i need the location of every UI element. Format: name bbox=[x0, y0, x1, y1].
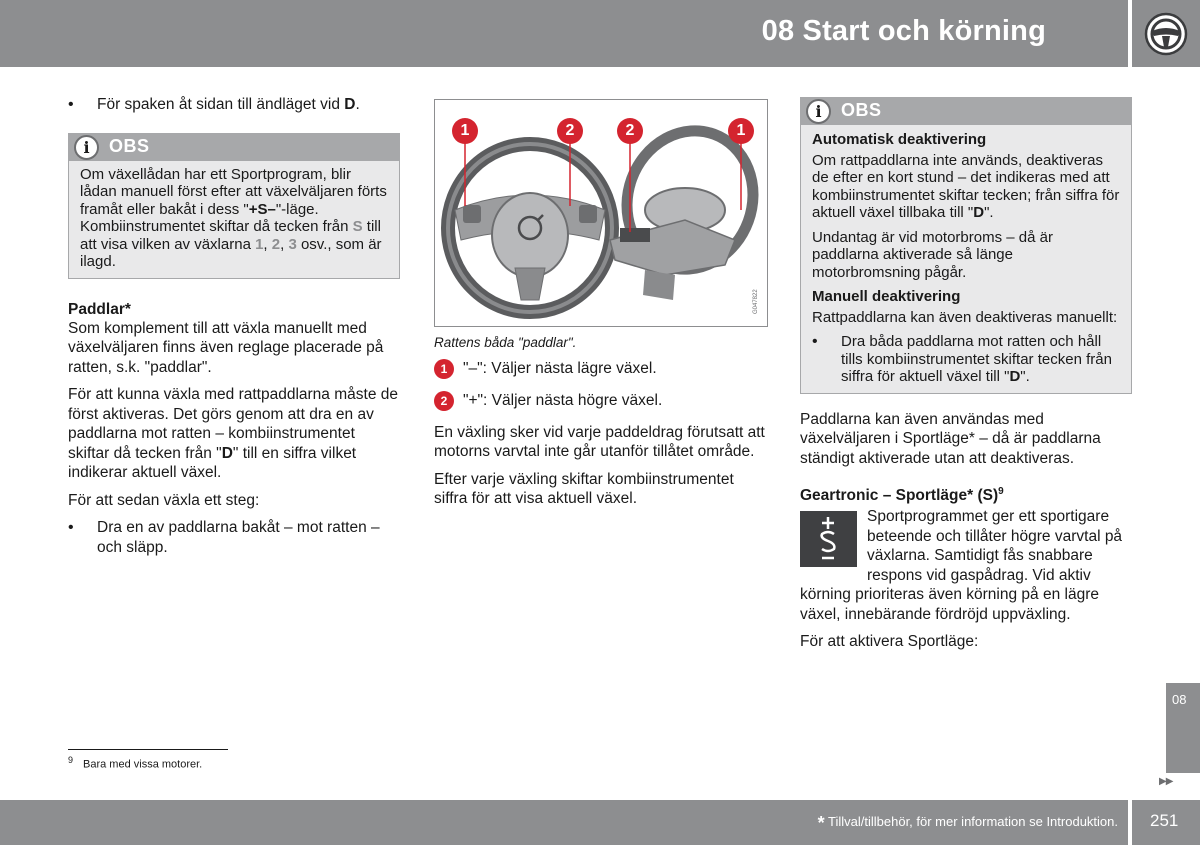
obs-label: OBS bbox=[841, 100, 882, 120]
number-badge: 2 bbox=[434, 391, 454, 411]
paragraph: För att kunna växla med rattpaddlarna måste de först aktiveras. Det görs genom att dra en av paddlarna mot ratten – kombiinstrumentet skiftar då tecken från "D" till en siffra vilket indikerar aktuell växel. bbox=[68, 386, 398, 481]
info-icon: i bbox=[806, 99, 831, 124]
next-page-arrows-icon[interactable]: ▶▶ bbox=[1159, 776, 1173, 787]
steering-wheel-figure bbox=[434, 99, 768, 327]
paragraph: Efter varje växling skiftar kombiinstrumentet siffra för att visa aktuell växel. bbox=[434, 470, 734, 507]
steering-wheel-icon bbox=[1144, 12, 1188, 56]
sport-mode-icon bbox=[800, 511, 857, 567]
paddlar-heading: Paddlar* bbox=[68, 300, 131, 318]
obs-text: Om växellådan har ett Sportprogram, blir lådan manuell först efter att växelväljaren förts framåt eller bakåt i dess "+S–"-läge. Kombiinstrumentet skiftar då tecken från S till att visa vilken av växlarna 1, 2, 3 osv., som är ilagd. bbox=[80, 165, 387, 270]
paragraph: Paddlarna kan även användas med växelväljaren i Sportläge* – då är paddlarna ständigt aktiverade utan att deaktiveras. bbox=[800, 410, 1101, 467]
header-icon-box bbox=[1132, 0, 1200, 67]
obs-label: OBS bbox=[109, 135, 150, 156]
footnote: $^9$ Bara med vissa motorer. bbox=[68, 755, 203, 771]
footnote-rule bbox=[68, 749, 228, 750]
obs-note-box bbox=[800, 97, 1132, 394]
obs-text: Om rattpaddlarna inte används, deaktiveras de efter en kort stund – det indikeras med att kombiinstrumentet skiftar tecken; från siffra för aktuell växel tillbaka till "D". bbox=[812, 151, 1120, 221]
obs-body bbox=[69, 161, 399, 278]
obs-text: Undantag är vid motorbroms – då är paddlarna aktiverade så länge motorbromsning pågår. bbox=[812, 228, 1053, 281]
callout-1: 1 bbox=[452, 118, 478, 144]
header-bar bbox=[0, 0, 1128, 67]
numbered-item: 1 "–": Väljer nästa lägre växel. bbox=[434, 359, 768, 379]
obs-subheading: Automatisk deaktivering bbox=[812, 131, 987, 148]
page-number: 251 bbox=[1150, 811, 1179, 830]
obs-subheading: Manuell deaktivering bbox=[812, 288, 961, 305]
paragraph: En växling sker vid varje paddeldrag förutsatt att motorns varvtal inte går utanför tillåtet område. bbox=[434, 423, 765, 460]
paragraph: För att sedan växla ett steg: bbox=[68, 491, 260, 509]
footer-note: * Tillval/tillbehör, för mer information se Introduktion. bbox=[817, 813, 1118, 833]
paragraph: För att aktivera Sportläge: bbox=[800, 633, 979, 651]
callout-1: 1 bbox=[728, 118, 754, 144]
callout-2: 2 bbox=[617, 118, 643, 144]
chapter-side-tab[interactable]: 08 bbox=[1166, 683, 1200, 773]
bullet-item: • Dra en av paddlarna bakåt – mot ratten – och släpp. bbox=[68, 518, 400, 557]
column-middle bbox=[434, 333, 768, 517]
page-number-box bbox=[1132, 800, 1200, 845]
footer-bar bbox=[0, 800, 1128, 845]
obs-header bbox=[69, 134, 399, 161]
figure-code: G047822 bbox=[753, 289, 759, 314]
numbered-item: 2 "+": Väljer nästa högre växel. bbox=[434, 391, 768, 411]
obs-body bbox=[801, 125, 1131, 393]
bullet-item: • Dra båda paddlarna mot ratten och håll tills kombiinstrumentet skiftar tecken från siffra för aktuell växel till "D". bbox=[812, 333, 1120, 386]
paragraph: Som komplement till att växla manuellt med växelväljaren finns även reglage placerade på ratten, s.k. "paddlar". bbox=[68, 319, 384, 376]
figure-caption: Rattens båda "paddlar". bbox=[434, 335, 577, 350]
geartronic-heading: Geartronic – Sportläge* $(S)^9$ bbox=[800, 486, 1004, 505]
column-right bbox=[800, 97, 1132, 660]
callout-2: 2 bbox=[557, 118, 583, 144]
info-icon: i bbox=[74, 135, 99, 160]
steering-wheel-illustration bbox=[435, 100, 767, 326]
number-badge: 1 bbox=[434, 359, 454, 379]
bullet-item: • För spaken åt sidan till ändläget vid D. bbox=[68, 95, 400, 115]
chapter-title: 08 Start och körning bbox=[761, 15, 1046, 47]
obs-note-box bbox=[68, 133, 400, 279]
paragraph: Sportprogrammet ger ett sportigare beteende och tillåter högre varvtal på växlarna. Samtidigt fås snabbare respons vid gaspådrag. Vid aktiv körning prioriteras även körning på en lägre växel, innebärande fördröjd uppväxling. bbox=[800, 508, 1123, 623]
obs-header bbox=[801, 98, 1131, 125]
column-left bbox=[68, 95, 400, 565]
sport-mode-section bbox=[800, 507, 1132, 624]
obs-text: Rattpaddlarna kan även deaktiveras manuellt: bbox=[812, 308, 1118, 326]
